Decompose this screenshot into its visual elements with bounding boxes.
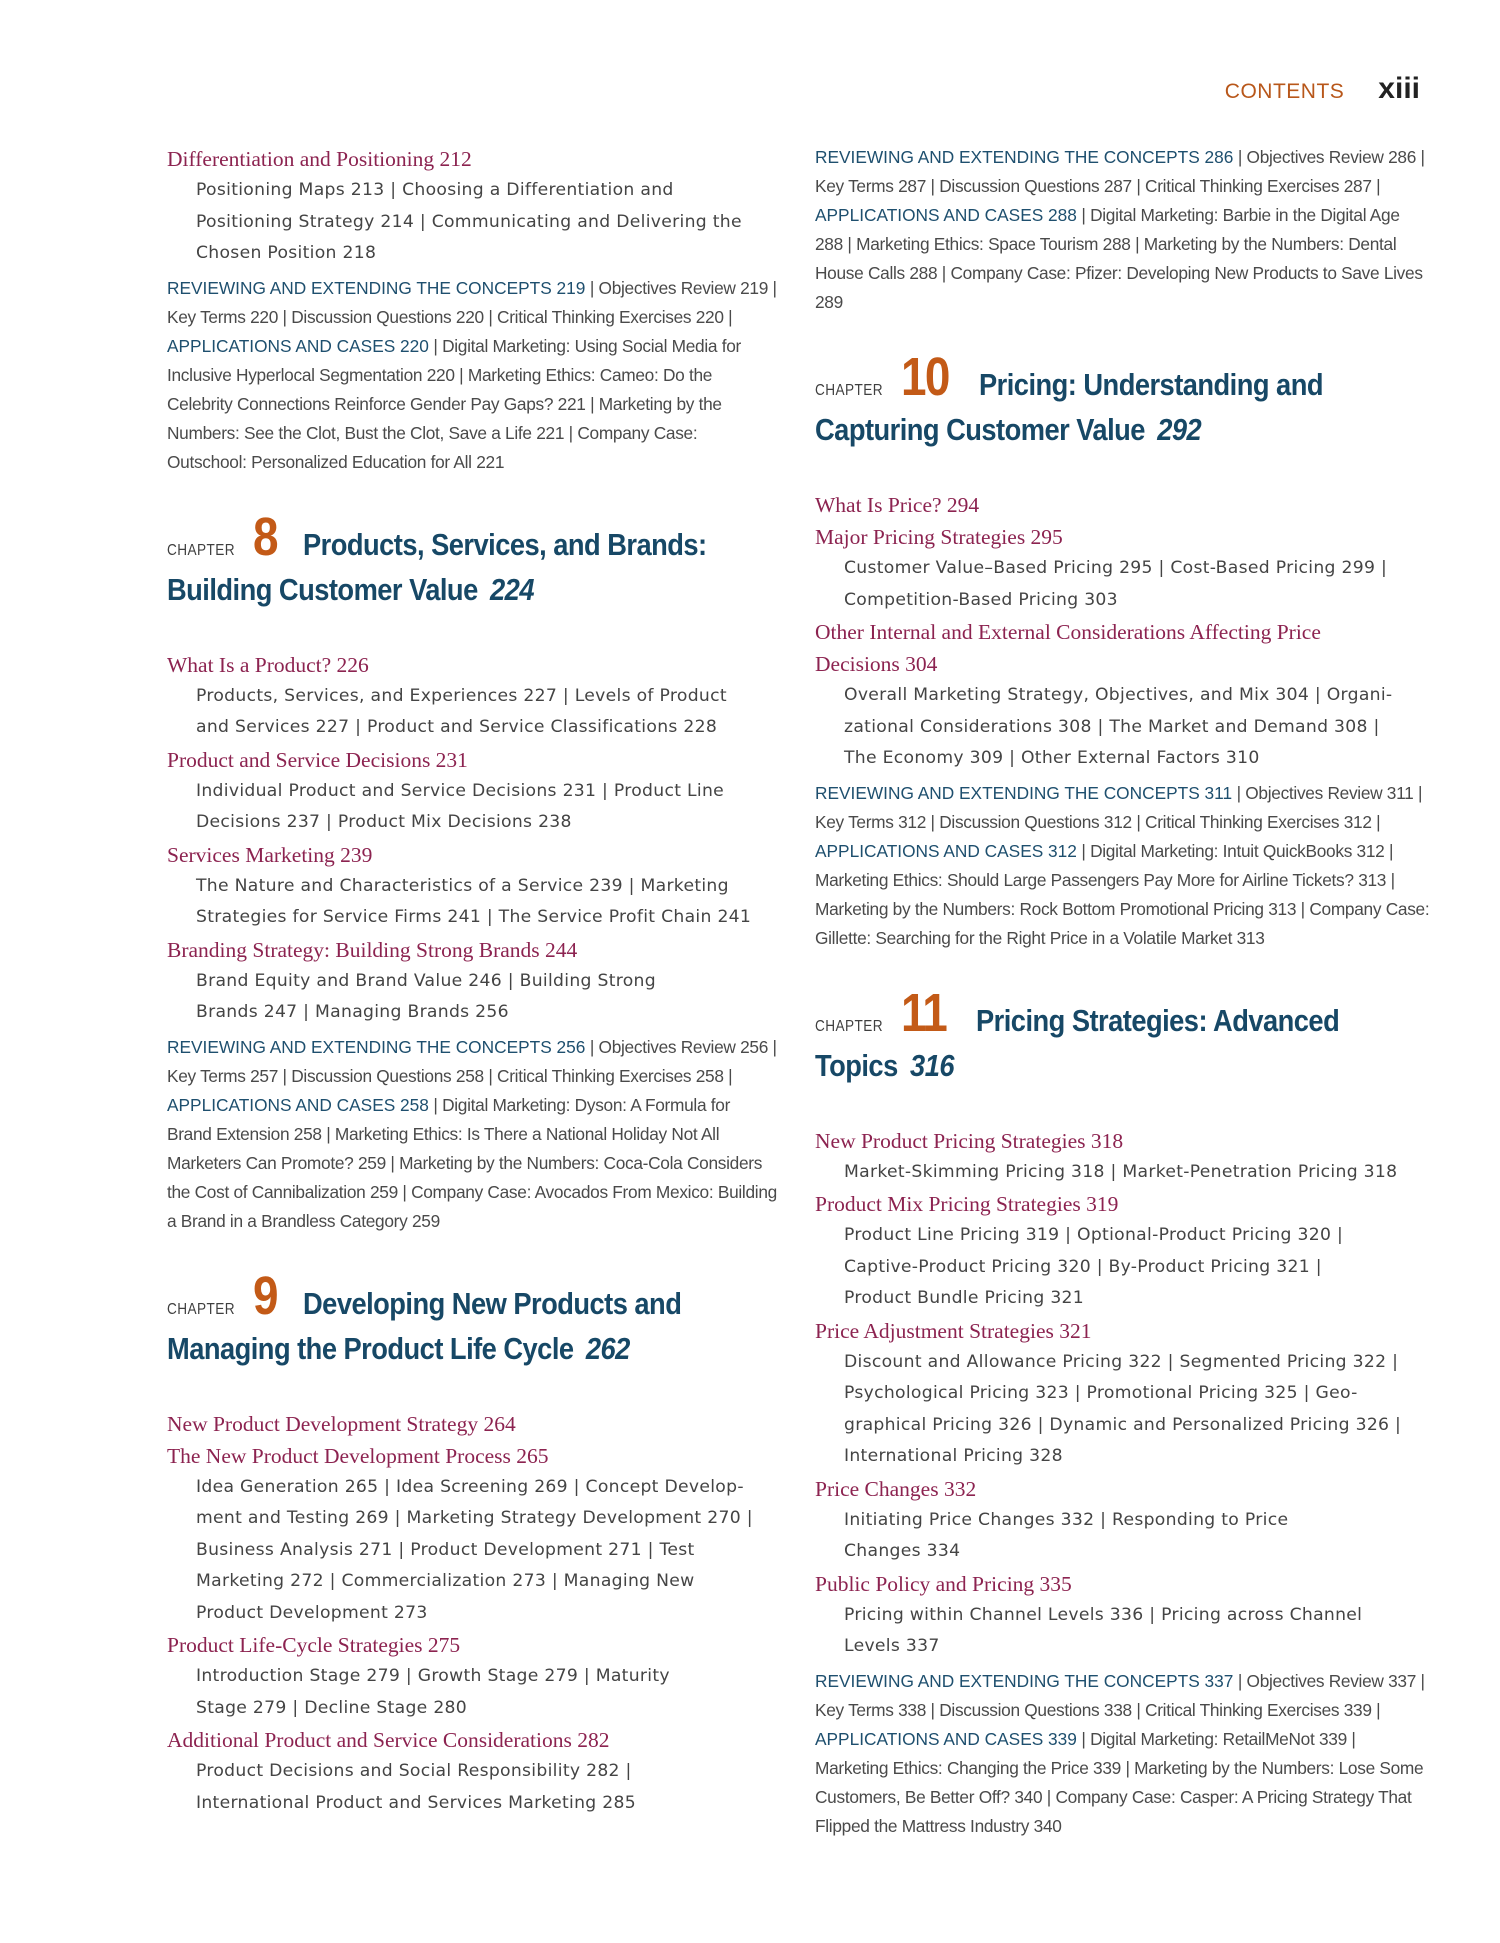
- subtopic-line: The Nature and Characteristics of a Service 239 | Marketing: [196, 875, 729, 896]
- review-block: [815, 1667, 1430, 1841]
- toc-section[interactable]: The New Product Development Process 265: [167, 1443, 549, 1468]
- toc-section[interactable]: Services Marketing 239: [167, 842, 373, 867]
- toc-section[interactable]: New Product Development Strategy 264: [167, 1411, 516, 1436]
- applications-heading: APPLICATIONS AND CASES 312: [815, 840, 1077, 861]
- subtopic-line: Product Development 273: [196, 1602, 428, 1623]
- toc-subtopics: [815, 1220, 1430, 1315]
- applications-text: | Digital Marketing: RetailMeNot 339 | Marketing Ethics: Changing the Price 339 | Marketing by the Numbers: Lose Some Customers, Be Better Off? 340 | Company Case: Casper: A Pricing Strategy That Flipped the Mattress Industry 340: [815, 1728, 1424, 1836]
- review-block: [167, 1033, 777, 1236]
- toc-section[interactable]: Branding Strategy: Building Strong Brands 244: [167, 937, 578, 962]
- toc-subtopics: [167, 175, 777, 270]
- subtopic-line: Positioning Strategy 214 | Communicating and Delivering the: [196, 211, 742, 232]
- subtopic-line: ment and Testing 269 | Marketing Strategy Development 270 |: [196, 1508, 753, 1528]
- toc-subtopics: [167, 1472, 777, 1630]
- subtopic-line: Introduction Stage 279 | Growth Stage 279 | Maturity: [196, 1666, 670, 1686]
- toc-subtopics: [815, 680, 1430, 775]
- applications-heading: APPLICATIONS AND CASES 220: [167, 335, 429, 356]
- toc-subtopics: [167, 871, 777, 934]
- toc-section[interactable]: Product Mix Pricing Strategies 319: [815, 1192, 1119, 1216]
- toc-subtopics: [815, 1600, 1430, 1663]
- subtopic-line: Product Bundle Pricing 321: [844, 1288, 1085, 1308]
- chapter-title-line-2: Managing the Product Life Cycle: [167, 1330, 574, 1366]
- review-text: | Objectives Review 219 | Key Terms 220 | Discussion Questions 220 | Critical Thinking Exercises 220 |: [167, 277, 777, 327]
- applications-text: | Digital Marketing: Intuit QuickBooks 312 | Marketing Ethics: Should Large Passengers Pay More for Airline Tickets? 313 | Marketing by the Numbers: Rock Bottom Promotional Pricing 313 | Company Case: Gillette: Searching for the Right Price in a Volatile Market 313: [815, 840, 1430, 948]
- chapter-title-line-2: Building Customer Value: [167, 571, 478, 607]
- applications-heading: APPLICATIONS AND CASES 288: [815, 205, 1077, 225]
- chapter-page: 292: [1157, 412, 1202, 447]
- toc-section[interactable]: Differentiation and Positioning 212: [167, 147, 472, 171]
- toc-subtopics: [167, 1756, 777, 1819]
- subtopic-line: Products, Services, and Experiences 227 | Levels of Product: [196, 685, 727, 706]
- toc-subtopics: [167, 966, 777, 1029]
- subtopic-line: Pricing within Channel Levels 336 | Pricing across Channel: [844, 1604, 1363, 1625]
- toc-section[interactable]: Product and Service Decisions 231: [167, 747, 468, 772]
- subtopic-line: Decisions 237 | Product Mix Decisions 238: [196, 812, 572, 832]
- right-column: [815, 143, 1430, 1841]
- review-heading: REVIEWING AND EXTENDING THE CONCEPTS 311: [815, 782, 1233, 803]
- chapter-word: CHAPTER: [167, 1300, 235, 1318]
- subtopic-line: Captive-Product Pricing 320 | By-Product Pricing 321 |: [844, 1256, 1322, 1277]
- applications-text: | Digital Marketing: Dyson: A Formula for Brand Extension 258 | Marketing Ethics: Is There a National Holiday Not All Marketers Can Promote? 259 | Marketing by the Numbers: Coca-Cola Considers the Cost of Cannibalization 259 | Company Case: Avocados From Mexico: Building a Brand in a Brandless Category 259: [167, 1094, 777, 1231]
- chapter-title-line-1: Developing New Products and: [303, 1285, 682, 1321]
- subtopic-line: International Product and Services Marketing 285: [196, 1792, 636, 1813]
- review-block: [815, 779, 1430, 953]
- page-number: xiii: [1378, 72, 1420, 105]
- subtopic-line: Market-Skimming Pricing 318 | Market-Penetration Pricing 318: [844, 1161, 1398, 1182]
- subtopic-line: Chosen Position 218: [196, 243, 377, 263]
- subtopic-line: Idea Generation 265 | Idea Screening 269 | Concept Develop-: [196, 1476, 744, 1497]
- toc-subtopics: [167, 681, 777, 744]
- applications-text: | Digital Marketing: Barbie in the Digital Age 288 | Marketing Ethics: Space Tourism 288 | Marketing by the Numbers: Dental House Calls 288 | Company Case: Pfizer: Developing New Products to Save Lives 289: [815, 205, 1423, 312]
- chapter-title-line-2: Topics: [815, 1047, 898, 1083]
- subtopic-line: Product Line Pricing 319 | Optional-Product Pricing 320 |: [844, 1225, 1344, 1245]
- toc-subtopics: [815, 553, 1430, 616]
- toc-section[interactable]: What Is a Product? 226: [167, 652, 369, 677]
- chapter-11-heading[interactable]: [815, 982, 1430, 1085]
- subtopic-line: Individual Product and Service Decisions 231 | Product Line: [196, 780, 725, 801]
- subtopic-line: Psychological Pricing 323 | Promotional Pricing 325 | Geo-: [844, 1383, 1358, 1403]
- toc-section[interactable]: [815, 616, 1430, 680]
- review-heading: REVIEWING AND EXTENDING THE CONCEPTS 286: [815, 147, 1234, 167]
- chapter-title-line-2: Capturing Customer Value: [815, 412, 1145, 447]
- subtopic-line: Product Decisions and Social Responsibility 282 |: [196, 1761, 632, 1781]
- toc-section[interactable]: Price Adjustment Strategies 321: [815, 1318, 1092, 1343]
- chapter-number: 10: [900, 347, 949, 407]
- toc-subtopics: [167, 776, 777, 839]
- chapter-word: CHAPTER: [815, 382, 883, 399]
- chapter-number: 8: [252, 506, 277, 567]
- subtopic-line: Business Analysis 271 | Product Development 271 | Test: [196, 1539, 695, 1560]
- applications-text: | Digital Marketing: Using Social Media for Inclusive Hyperlocal Segmentation 220 | Marketing Ethics: Cameo: Do the Celebrity Connections Reinforce Gender Pay Gaps? 221 | Marketing by the Numbers: See the Clot, Bust the Clot, Save a Life 221 | Company Case: Outschool: Personalized Education for All 221: [167, 335, 741, 472]
- review-heading: REVIEWING AND EXTENDING THE CONCEPTS 337: [815, 1670, 1234, 1691]
- chapter-title-line-1: Pricing: Understanding and: [979, 367, 1324, 402]
- toc-section[interactable]: Public Policy and Pricing 335: [815, 1571, 1072, 1596]
- chapter-page: 224: [490, 571, 534, 607]
- applications-heading: APPLICATIONS AND CASES 258: [167, 1094, 429, 1115]
- subtopic-line: Positioning Maps 213 | Choosing a Differentiation and: [196, 180, 674, 200]
- chapter-word: CHAPTER: [815, 1017, 883, 1035]
- subtopic-line: Competition-Based Pricing 303: [844, 589, 1118, 610]
- chapter-title-line-1: Products, Services, and Brands:: [303, 526, 707, 562]
- chapter-10-heading[interactable]: [815, 347, 1430, 449]
- toc-section[interactable]: Product Life-Cycle Strategies 275: [167, 1633, 461, 1657]
- subtopic-line: Overall Marketing Strategy, Objectives, and Mix 304 | Organi-: [844, 685, 1393, 705]
- subtopic-line: and Services 227 | Product and Service Classifications 228: [196, 717, 718, 737]
- subtopic-line: Marketing 272 | Commercialization 273 | Managing New: [196, 1571, 695, 1591]
- subtopic-line: Changes 334: [844, 1541, 961, 1561]
- toc-subtopics: [167, 1661, 777, 1724]
- toc-section[interactable]: Additional Product and Service Considerations 282: [167, 1728, 610, 1752]
- section-line: Other Internal and External Considerations Affecting Price: [815, 620, 1321, 644]
- review-block: [815, 143, 1430, 317]
- subtopic-line: Levels 337: [844, 1636, 940, 1656]
- review-text: | Objectives Review 256 | Key Terms 257 | Discussion Questions 258 | Critical Thinking Exercises 258 |: [167, 1036, 777, 1086]
- subtopic-line: Stage 279 | Decline Stage 280: [196, 1697, 468, 1718]
- chapter-number: 11: [900, 982, 947, 1043]
- subtopic-line: Strategies for Service Firms 241 | The Service Profit Chain 241: [196, 907, 752, 927]
- chapter-title-line-1: Pricing Strategies: Advanced: [976, 1002, 1340, 1038]
- left-column: [167, 143, 777, 1819]
- subtopic-line: Initiating Price Changes 332 | Responding to Price: [844, 1509, 1289, 1530]
- review-heading: REVIEWING AND EXTENDING THE CONCEPTS 256: [167, 1036, 586, 1057]
- page-header: [1225, 72, 1420, 106]
- chapter-8-heading[interactable]: [167, 506, 777, 609]
- toc-subtopics: [815, 1157, 1430, 1189]
- subtopic-line: Brands 247 | Managing Brands 256: [196, 1002, 509, 1022]
- toc-section[interactable]: Price Changes 332: [815, 1476, 977, 1501]
- chapter-word: CHAPTER: [167, 541, 235, 559]
- subtopic-line: International Pricing 328: [844, 1446, 1063, 1466]
- toc-section[interactable]: Major Pricing Strategies 295: [815, 525, 1063, 549]
- chapter-number: 9: [252, 1265, 277, 1326]
- subtopic-line: The Economy 309 | Other External Factors 310: [844, 748, 1260, 768]
- subtopic-line: Customer Value–Based Pricing 295 | Cost-Based Pricing 299 |: [844, 558, 1388, 578]
- review-text: | Objectives Review 311 | Key Terms 312 | Discussion Questions 312 | Critical Thinking Exercises 312 |: [815, 782, 1423, 832]
- contents-label: CONTENTS: [1224, 80, 1345, 103]
- chapter-page: 316: [910, 1047, 954, 1083]
- review-block: [167, 274, 777, 477]
- subtopic-line: Discount and Allowance Pricing 322 | Segmented Pricing 322 |: [844, 1351, 1399, 1372]
- review-heading: REVIEWING AND EXTENDING THE CONCEPTS 219: [167, 277, 586, 298]
- subtopic-line: Brand Equity and Brand Value 246 | Building Strong: [196, 970, 656, 991]
- review-text: | Objectives Review 286 | Key Terms 287 | Discussion Questions 287 | Critical Thinking Exercises 287 |: [815, 147, 1425, 196]
- chapter-page: 262: [585, 1330, 630, 1366]
- applications-heading: APPLICATIONS AND CASES 339: [815, 1728, 1077, 1749]
- section-line: Decisions 304: [815, 652, 938, 676]
- toc-section[interactable]: New Product Pricing Strategies 318: [815, 1128, 1124, 1153]
- toc-subtopics: [815, 1505, 1430, 1568]
- subtopic-line: graphical Pricing 326 | Dynamic and Personalized Pricing 326 |: [844, 1414, 1402, 1435]
- toc-section[interactable]: What Is Price? 294: [815, 493, 980, 517]
- review-text: | Objectives Review 337 | Key Terms 338 | Discussion Questions 338 | Critical Thinking Exercises 339 |: [815, 1670, 1425, 1720]
- subtopic-line: zational Considerations 308 | The Market and Demand 308 |: [844, 716, 1380, 737]
- toc-subtopics: [815, 1347, 1430, 1473]
- chapter-9-heading[interactable]: [167, 1265, 777, 1368]
